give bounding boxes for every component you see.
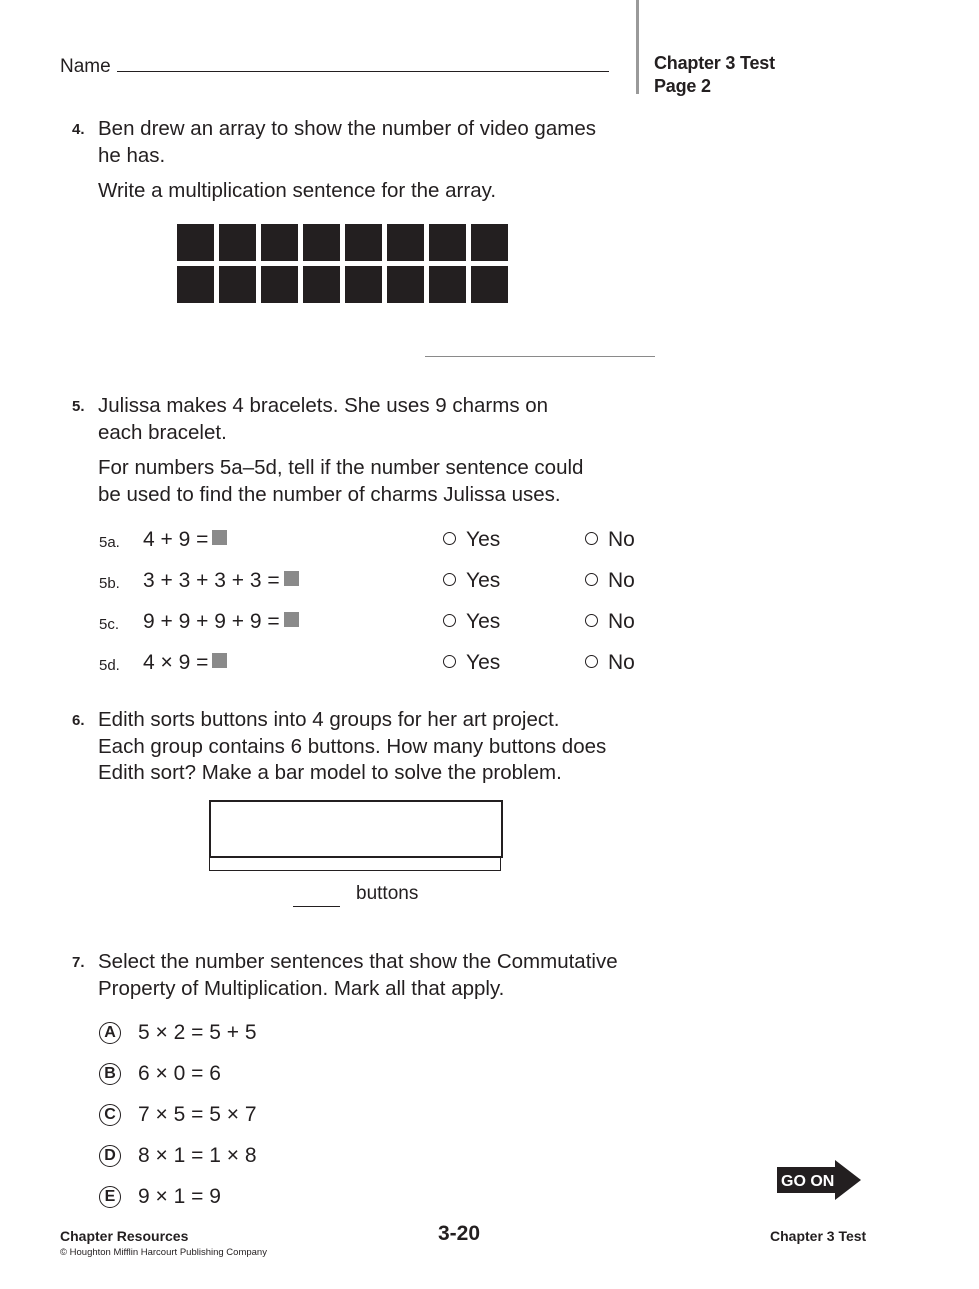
q5-text-line1: Julissa makes 4 bracelets. She uses 9 charms on (98, 394, 549, 417)
q5c-expression-text: 9 + 9 + 9 + 9 = (143, 610, 280, 633)
radio-icon[interactable] (443, 614, 456, 627)
q5c-yes-label: Yes (466, 610, 501, 633)
choice-letter-icon[interactable]: D (99, 1145, 121, 1167)
q5b-expression-text: 3 + 3 + 3 + 3 = (143, 569, 280, 592)
q5d-yes-option[interactable] (443, 651, 500, 675)
q7-option-a-text: 5 × 2 = 5 + 5 (138, 1021, 257, 1044)
q6-text (98, 707, 606, 787)
q4-text-line2: he has. (98, 143, 166, 167)
q5a-expression-text: 4 + 9 = (143, 528, 209, 551)
q4-number: 4. (72, 121, 85, 138)
array-square (177, 224, 214, 261)
bar-model-bracket (209, 857, 501, 871)
q5b-expression (143, 569, 299, 593)
q5d-expression-text: 4 × 9 = (143, 651, 209, 674)
array-square (345, 266, 382, 303)
array-square (219, 266, 256, 303)
q5-text-line2: each bracelet. (98, 420, 227, 444)
q6-unit-label: buttons (356, 883, 419, 904)
unknown-box-icon (284, 571, 299, 586)
radio-icon[interactable] (585, 655, 598, 668)
unknown-box-icon (212, 653, 227, 668)
footer-chapter-resources: Chapter Resources (60, 1228, 189, 1244)
q6-text-line3: Edith sort? Make a bar model to solve the problem. (98, 761, 562, 784)
page-number: 3-20 (438, 1222, 481, 1245)
unknown-box-icon (284, 612, 299, 627)
q5-instruction-line2: be used to find the number of charms Julissa uses. (98, 482, 561, 506)
q4-instruction: Write a multiplication sentence for the array. (98, 179, 497, 202)
array-square (471, 224, 508, 261)
q6-number: 6. (72, 712, 85, 729)
q7-text (98, 949, 618, 1002)
bar-model-box[interactable] (209, 800, 503, 858)
array-square (303, 266, 340, 303)
q7-text-line2: Property of Multiplication. Mark all that apply. (98, 976, 505, 1000)
q7-option-e[interactable] (99, 1186, 121, 1208)
array-square (429, 266, 466, 303)
q5-instruction (98, 455, 583, 508)
q5a-no-option[interactable] (585, 528, 635, 552)
q5c-no-option[interactable] (585, 610, 635, 634)
q5b-no-option[interactable] (585, 569, 635, 593)
q5c-no-label: No (608, 610, 635, 633)
page-label: Page 2 (654, 76, 711, 96)
q4-answer-line[interactable] (425, 356, 655, 357)
q5d-no-option[interactable] (585, 651, 635, 675)
copyright: © Houghton Mifflin Harcourt Publishing Company (60, 1247, 267, 1258)
q7-option-c[interactable] (99, 1104, 121, 1126)
radio-icon[interactable] (585, 532, 598, 545)
q5b-yes-option[interactable] (443, 569, 500, 593)
chapter-title: Chapter 3 Test (654, 53, 775, 73)
q5b-no-label: No (608, 569, 635, 592)
q5d-label: 5d. (99, 657, 120, 674)
q5c-yes-option[interactable] (443, 610, 500, 634)
array-square (345, 224, 382, 261)
choice-letter-icon[interactable]: A (99, 1022, 121, 1044)
q5-number: 5. (72, 398, 85, 415)
q5a-no-label: No (608, 528, 635, 551)
q5a-expression (143, 528, 227, 552)
q5c-label: 5c. (99, 616, 120, 633)
q5a-yes-option[interactable] (443, 528, 500, 552)
array-square (303, 224, 340, 261)
array-square (387, 266, 424, 303)
q5-instruction-line1: For numbers 5a–5d, tell if the number sentence could (98, 456, 584, 479)
radio-icon[interactable] (585, 614, 598, 627)
q5b-label: 5b. (99, 575, 120, 592)
array-square (387, 224, 424, 261)
q7-option-d-text: 8 × 1 = 1 × 8 (138, 1144, 257, 1167)
array-square (261, 266, 298, 303)
q4-text (98, 116, 596, 169)
choice-letter-icon[interactable]: C (99, 1104, 121, 1126)
q7-option-d[interactable] (99, 1145, 121, 1167)
q5d-expression (143, 651, 227, 675)
q7-option-e-text: 9 × 1 = 9 (138, 1185, 221, 1208)
array-square (429, 224, 466, 261)
q7-option-b-text: 6 × 0 = 6 (138, 1062, 221, 1085)
choice-letter-icon[interactable]: E (99, 1186, 121, 1208)
name-label: Name (60, 56, 111, 77)
q5a-label: 5a. (99, 534, 120, 551)
q7-option-b[interactable] (99, 1063, 121, 1085)
chapter-heading (654, 52, 775, 98)
q6-text-line1: Edith sorts buttons into 4 groups for her art project. (98, 708, 560, 731)
radio-icon[interactable] (585, 573, 598, 586)
array-square (177, 266, 214, 303)
q7-option-c-text: 7 × 5 = 5 × 7 (138, 1103, 257, 1126)
q7-number: 7. (72, 954, 85, 971)
q7-option-a[interactable] (99, 1022, 121, 1044)
q5b-yes-label: Yes (466, 569, 501, 592)
q4-text-line1: Ben drew an array to show the number of video games (98, 117, 596, 140)
q5c-expression (143, 610, 299, 634)
q6-answer-blank[interactable] (293, 906, 340, 907)
go-on-text: GO ON (781, 1173, 835, 1190)
choice-letter-icon[interactable]: B (99, 1063, 121, 1085)
radio-icon[interactable] (443, 532, 456, 545)
radio-icon[interactable] (443, 573, 456, 586)
array-square (471, 266, 508, 303)
header-divider (636, 0, 639, 94)
q6-text-line2: Each group contains 6 buttons. How many buttons does (98, 734, 607, 758)
q4-array (177, 224, 508, 303)
go-on-arrow-icon (777, 1160, 861, 1200)
q5-text (98, 393, 548, 446)
q5d-yes-label: Yes (466, 651, 501, 674)
q5a-yes-label: Yes (466, 528, 501, 551)
unknown-box-icon (212, 530, 227, 545)
array-square (261, 224, 298, 261)
q5d-no-label: No (608, 651, 635, 674)
radio-icon[interactable] (443, 655, 456, 668)
name-input-line[interactable] (117, 71, 609, 72)
array-square (219, 224, 256, 261)
footer-chapter-test: Chapter 3 Test (770, 1228, 867, 1244)
q7-text-line1: Select the number sentences that show the Commutative (98, 950, 618, 973)
